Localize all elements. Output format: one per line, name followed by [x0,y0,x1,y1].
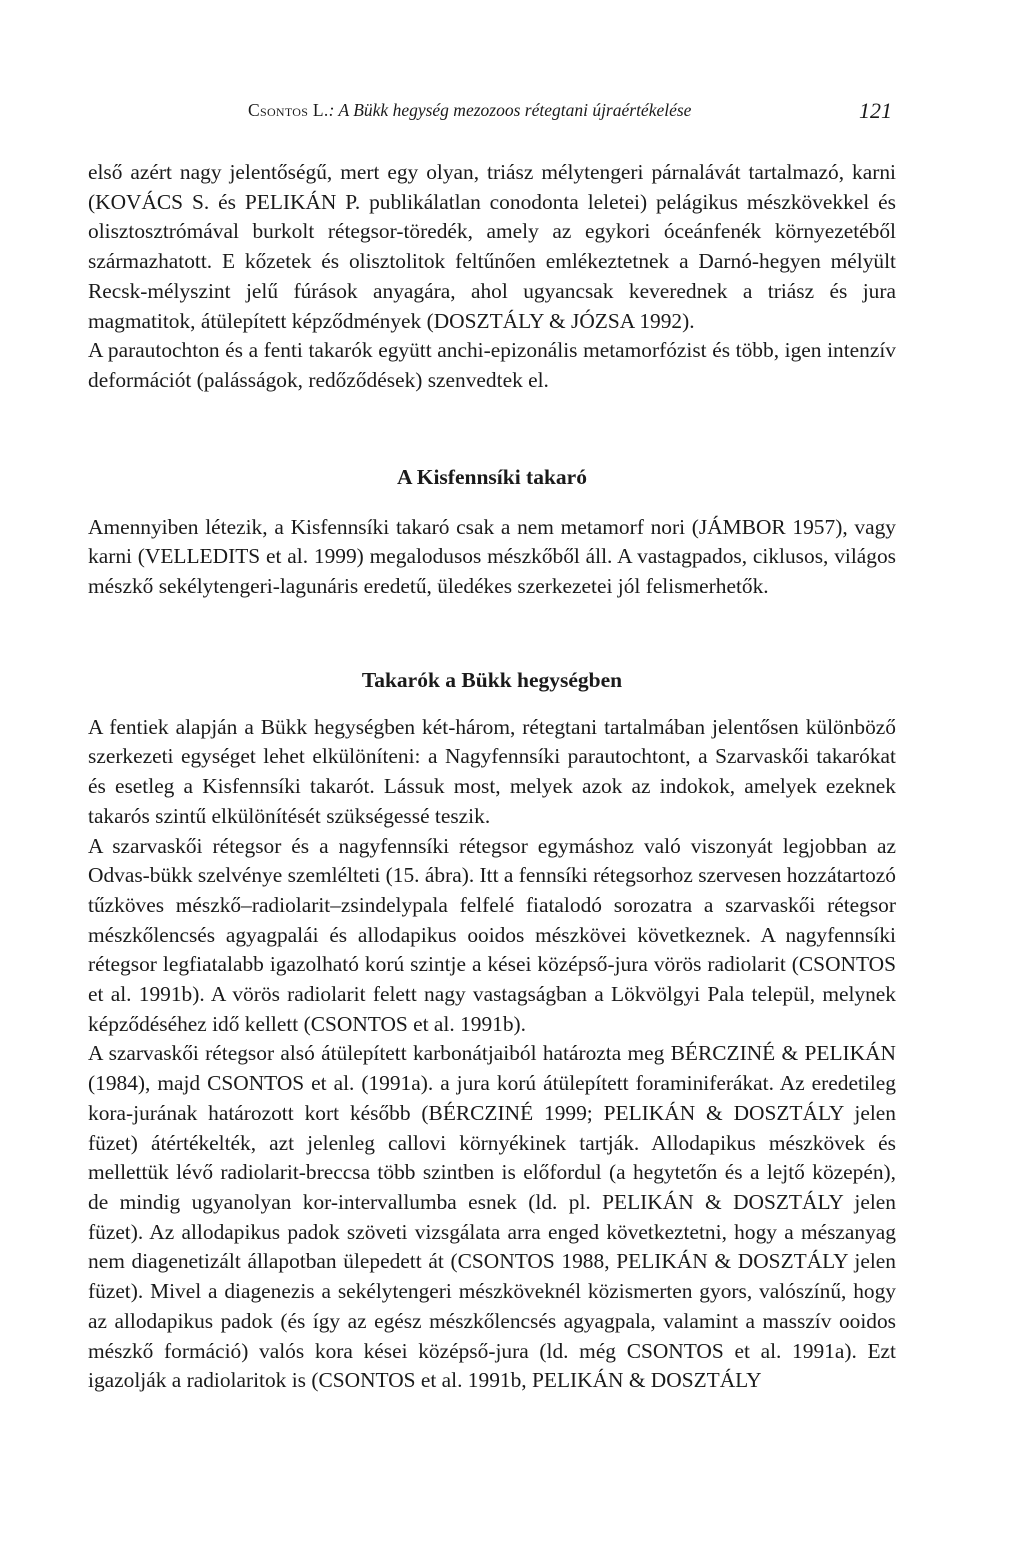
section-heading-takarok-a-bukk-hegysegben: Takarók a Bükk hegységben [361,667,623,692]
running-head [88,92,896,136]
paragraph: Amennyiben létezik, a Kisfennsíki takaró csak a nem metamorf nori (JÁMBOR 1957), vagy karni (VELLEDITS et al. 1999) megalodusos mészkőből áll. A vastagpados, ciklusos, világos mészkő sekélytengeri-lagunáris eredetű, üledékes szerkezetei jól felismerhetők. [88,514,896,599]
paragraph: első azért nagy jelentőségű, mert egy olyan, triász mélytengeri párnalávát tartalmazó, karni (KOVÁCS S. és PELIKÁN P. publikálatlan conodonta leletei) pelágikus mészkövekkel és olisztosztrómával burkolt rétegsor-töredék, amely az egykori óceánfenék környezetéből származhatott. E kőzetek és olisztolitok feltűnően emlékeztetnek a Darnó-hegyen mélyült Recsk-mélyszint jelű fúrások anyagára, ahol ugyancsak keverednek a triász és jura magmatitok, átülepített képződmények (DOSZTÁLY & JÓZSA 1992). [88,160,896,333]
journal-page [88,92,896,1396]
paragraph: A fentiek alapján a Bükk hegységben két-három, rétegtani tartalmában jelentősen különböző szerkezeti egységet lehet elkülöníteni: a Nagyfennsíki parautochtont, a Szarvaskői takarókat és esetleg a Kisfennsíki takarót. Lássuk most, melyek azok az indokok, amelyek ezeknek takarós szintű elkülönítését szükségessé teszik. [88,714,896,828]
section-heading-kisfennsiki-takaro: A Kisfennsíki takaró [397,464,587,489]
paragraph: A szarvaskői rétegsor alsó átülepített karbonátjaiból határozta meg BÉRCZINÉ & PELIKÁN (1984), majd CSONTOS et al. (1991a). a jura korú átülepített foraminiferákat. Az eredetileg kora-jurának határozott kort később (BÉRCZINÉ 1999; PELIKÁN & DOSZTÁLY jelen füzet) átértékelték, azt jelenleg callovi környékinek tartják. Allodapikus mészkövek és mellettük lévő radiolarit-breccsa több szintben is előfordul (a hegytetőn és a lejtő közepén), de mindig ugyanolyan kor-intervallumba esnek (ld. pl. PELIKÁN & DOSZTÁLY jelen füzet). Az allodapikus padok szöveti vizsgálata arra enged következtetni, hogy a mészanyag nem diagenetizált állapotban ülepedett át (CSONTOS 1988, PELIKÁN & DOSZTÁLY jelen füzet). Mivel a diagenezis a sekélytengeri mészköveknél közismerten gyors, valószínű, hogy az allodapikus padok (és így az egész mészkőlencsés agyagpala, valamint a masszív ooidos mészkő formáció) valós kora kései középső-jura (ld. még CSONTOS et al. 1991a). Ezt igazolják a radiolaritok is (CSONTOS et al. 1991b, PELIKÁN & DOSZTÁLY [88,1041,896,1393]
paragraph: A parautochton és a fenti takarók együtt anchi-epizonális metamorfózist és több, igen intenzív deformációt (palásságok, redőződések) szenvedtek el. [88,338,896,392]
running-head-separator: : [328,100,339,120]
running-title [248,100,691,121]
paragraph: A szarvaskői rétegsor és a nagyfennsíki rétegsor egymáshoz való viszonyát legjobban az Odvas-bükk szelvénye szemlélteti (15. ábra). Itt a fennsíki rétegsorhoz szervesen hozzátartozó tűzköves mészkő–radiolarit–zsindelypala felfelé fiatalodó sorozatra a szarvaskői rétegsor mészkőlencsés agyagpalái és allodapikus ooidos mészkövei következnek. A nagyfennsíki rétegsor legfiatalabb igazolható korú szintje a kései középső-jura vörös radiolarit (CSONTOS et al. 1991b). A vörös radiolarit felett nagy vastagságban a Lökvölgyi Pala települ, melynek képződéséhez idő kellett (CSONTOS et al. 1991b). [88,833,896,1036]
body-text [88,158,896,1396]
page-number: 121 [859,98,892,123]
running-head-author: Csontos L. [248,100,329,120]
running-head-title: A Bükk hegység mezozoos rétegtani újraértékelése [338,100,692,120]
